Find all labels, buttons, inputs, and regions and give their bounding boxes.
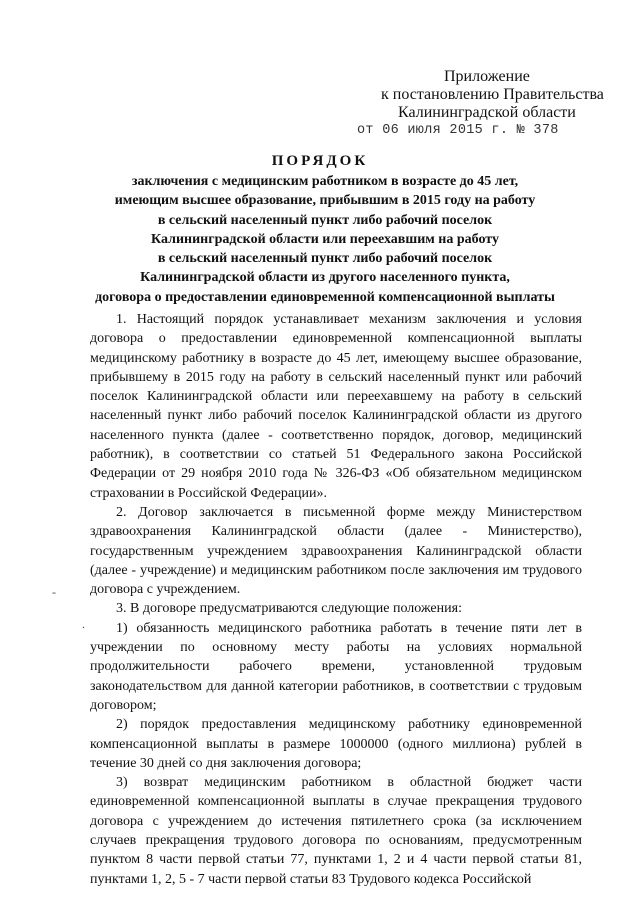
list-item-1: 1) обязанность медицинского работника работать в течение пяти лет в учреждении по основному месту работы на условиях нормальной продолжительности рабочего времени, установленной трудовым законодательством для данной категории работников, в соответствии с трудовым договором; xyxy=(90,620,582,713)
subtitle-line: имеющим высшее образование, прибывшим в 2015 году на работу xyxy=(114,193,536,209)
appendix-date-number: от 06 июля 2015 г. № 378 xyxy=(357,123,559,138)
subtitle-line: в сельский населенный пункт либо рабочий поселок xyxy=(157,212,493,228)
subtitle-line: Калининградской области из другого населенного пункта, xyxy=(140,270,510,286)
paragraph-1: 1. Настоящий порядок устанавливает механизм заключения и условия договора о предоставлении единовременной компенсационной выплаты медицинскому работнику в возрасте до 45 лет, имеющему высшее образование, прибывшему в 2015 году на работу в сельский населенный пункт или рабочий поселок Калининградской области или переехавшему на работу в сельский населенный пункт либо рабочий поселок Калининградской области из другого населенного пункта (далее - соответственно порядок, договор, медицинский работник), в соответствии со статьей 51 Федерального закона Российской Федерации от 29 ноября 2010 года № 326-ФЗ «Об обязательном медицинском страховании в Российской Федерации». xyxy=(90,312,582,501)
appendix-resolution: к постановлению Правительства xyxy=(381,86,604,103)
paragraph-3: 3. В договоре предусматриваются следующие положения: xyxy=(116,601,462,617)
margin-mark: - xyxy=(52,585,56,599)
list-item-3: 3) возврат медицинским работником в областной бюджет части единовременной компенсационной выплаты в случае прекращения трудового договора с учреждением до истечения пятилетнего срока (за исключением случаев прекращения трудового договора по основаниям, предусмотренным пунктом 8 части первой статьи 77, пунктами 1, 2 и 4 части первой статьи 81, пунктами 1, 2, 5 - 7 части первой статьи 83 Трудового кодекса Российской xyxy=(90,775,582,887)
document-title: ПОРЯДОК xyxy=(271,153,369,169)
subtitle-line: договора о предоставлении единовременной компенсационной выплаты xyxy=(95,289,555,305)
subtitle-line: Калининградской области или переехавшим на работу xyxy=(151,231,499,247)
appendix-label: Приложение xyxy=(444,68,530,85)
subtitle-line: в сельский населенный пункт либо рабочий поселок xyxy=(157,251,493,267)
document-body xyxy=(90,310,582,889)
paragraph-2: 2. Договор заключается в письменной форме между Министерством здравоохранения Калининградской области (далее - Министерство), государственным учреждением здравоохранения Калининградской области (далее - учреждение) и медицинским работником после заключения им трудового договора с учреждением. xyxy=(90,504,582,598)
list-item-2: 2) порядок предоставления медицинскому работнику единовременной компенсационной выплаты в размере 1000000 (одного миллиона) рублей в течение 30 дней со дня заключения договора; xyxy=(90,717,582,771)
subtitle-line: заключения с медицинским работником в возрасте до 45 лет, xyxy=(131,174,519,189)
document-subtitle xyxy=(60,172,590,307)
margin-mark: . xyxy=(82,617,85,631)
appendix-region: Калининградской области xyxy=(398,104,576,121)
